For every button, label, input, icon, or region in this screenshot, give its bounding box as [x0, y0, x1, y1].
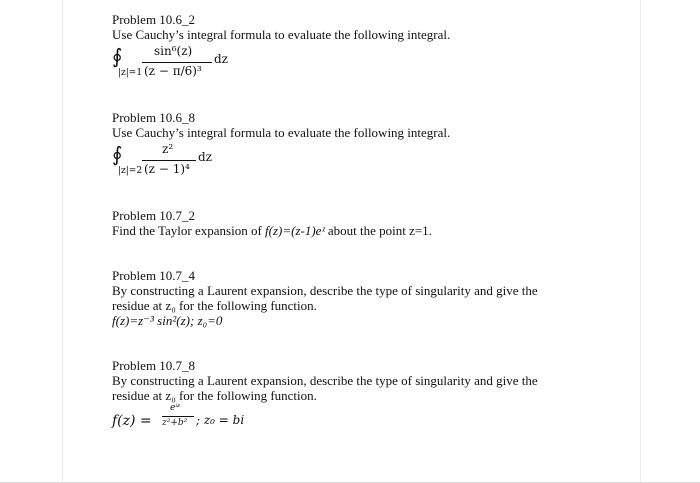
problem-prompt: By constructing a Laurent expansion, describe the type of singularity and give the residue at z₀ for the following function. — [112, 373, 538, 403]
fraction-bar — [162, 416, 194, 417]
laurent-function: f(z)=z⁻³ sin²(z); z₀=0 — [112, 313, 223, 328]
function-denominator: z²+b² — [162, 418, 188, 428]
problem-10-7-4 — [112, 268, 562, 328]
integral-contour: |z|=1 — [118, 68, 143, 78]
integral-numerator: z² — [162, 142, 174, 156]
problem-title: Problem 10.7_4 — [112, 268, 196, 283]
fraction-bar — [142, 160, 196, 161]
integral-denominator: (z − 1)⁴ — [144, 162, 190, 176]
page-edge-left — [62, 0, 63, 483]
problem-10-6-8 — [112, 110, 562, 180]
problem-prompt: Use Cauchy’s integral formula to evaluate the following integral. — [112, 27, 451, 42]
problem-10-6-2 — [112, 12, 562, 82]
function-numerator: eⁱᶻ — [170, 403, 181, 413]
function-lhs: f(z) = — [112, 413, 152, 429]
problem-title: Problem 10.6_8 — [112, 110, 196, 125]
taylor-function: f(z)=(z-1)eᶻ — [265, 223, 325, 238]
contour-integral-icon: ∮ — [112, 44, 123, 68]
integral-expression — [112, 42, 562, 82]
integral-expression — [112, 140, 562, 180]
singular-point: ; z₀ = bi — [196, 413, 245, 427]
page-edge-right — [640, 0, 641, 483]
integral-denominator: (z − π/6)³ — [144, 64, 202, 78]
contour-integral-icon: ∮ — [112, 142, 123, 166]
problem-prompt: By constructing a Laurent expansion, describe the type of singularity and give the residue at z₀ for the following function. — [112, 283, 538, 313]
integral-numerator: sin⁶(z) — [154, 44, 193, 58]
problem-prompt: Use Cauchy’s integral formula to evaluate the following integral. — [112, 125, 451, 140]
integral-differential: dz — [198, 150, 213, 164]
problem-title: Problem 10.7_2 — [112, 208, 196, 223]
prompt-text-pre: Find the Taylor expansion of — [112, 223, 266, 238]
problem-title: Problem 10.7_8 — [112, 358, 196, 373]
problem-10-7-8 — [112, 358, 562, 439]
problem-10-7-2 — [112, 208, 562, 238]
problem-prompt — [112, 223, 562, 238]
integral-contour: |z|=2 — [118, 166, 143, 176]
prompt-text-post: about the point z=1. — [324, 223, 432, 238]
integral-differential: dz — [214, 52, 229, 66]
problem-title: Problem 10.6_2 — [112, 12, 196, 27]
laurent-function — [112, 403, 562, 439]
fraction-bar — [142, 62, 212, 63]
